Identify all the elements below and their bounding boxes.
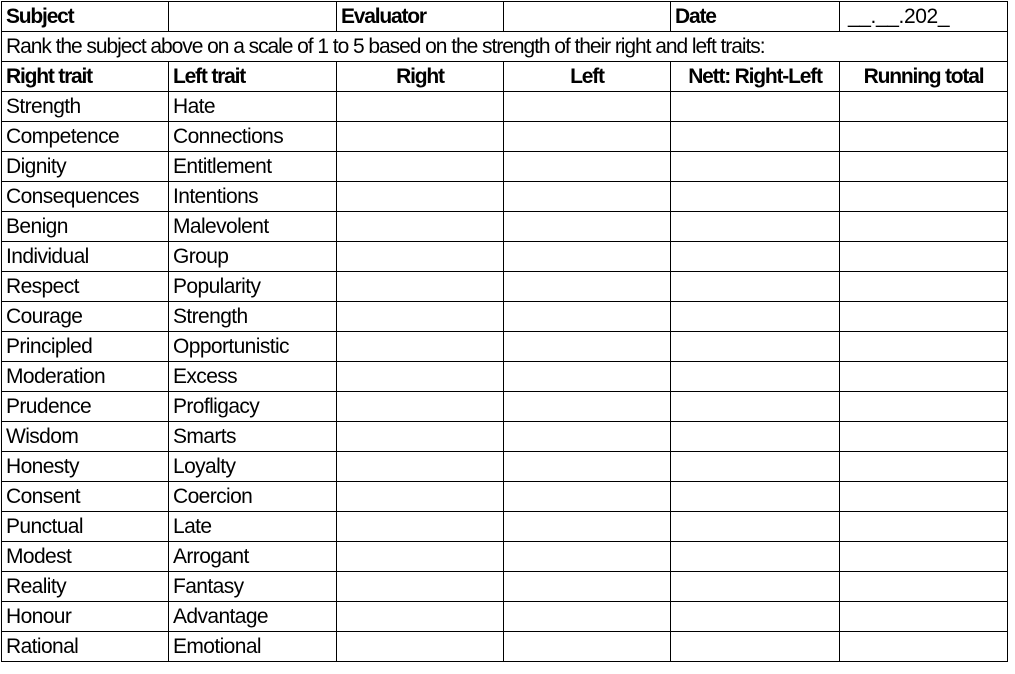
table-row: [2, 212, 1008, 242]
table-row: [2, 392, 1008, 422]
nett-score-cell[interactable]: [671, 602, 840, 632]
right-trait-cell: Dignity: [2, 152, 169, 182]
right-score-cell[interactable]: [337, 332, 504, 362]
left-score-cell[interactable]: [504, 182, 671, 212]
right-trait-cell: Individual: [2, 242, 169, 272]
right-trait-cell: Consequences: [2, 182, 169, 212]
date-field[interactable]: __.__.202_: [840, 2, 1008, 32]
left-trait-cell: Profligacy: [169, 392, 337, 422]
right-score-cell[interactable]: [337, 452, 504, 482]
table-row: [2, 92, 1008, 122]
left-trait-cell: Late: [169, 512, 337, 542]
right-score-cell[interactable]: [337, 572, 504, 602]
running-total-cell[interactable]: [840, 242, 1008, 272]
table-row: [2, 632, 1008, 662]
table-row: [2, 572, 1008, 602]
running-total-cell[interactable]: [840, 152, 1008, 182]
running-total-cell[interactable]: [840, 572, 1008, 602]
right-trait-cell: Wisdom: [2, 422, 169, 452]
nett-score-cell[interactable]: [671, 572, 840, 602]
table-row: [2, 482, 1008, 512]
running-total-cell[interactable]: [840, 122, 1008, 152]
right-trait-cell: Courage: [2, 302, 169, 332]
nett-score-cell[interactable]: [671, 272, 840, 302]
nett-score-cell[interactable]: [671, 242, 840, 272]
left-score-cell[interactable]: [504, 512, 671, 542]
running-total-cell[interactable]: [840, 332, 1008, 362]
right-score-cell[interactable]: [337, 632, 504, 662]
right-trait-cell: Rational: [2, 632, 169, 662]
running-total-cell[interactable]: [840, 92, 1008, 122]
left-score-cell[interactable]: [504, 602, 671, 632]
running-total-cell[interactable]: [840, 602, 1008, 632]
nett-score-cell[interactable]: [671, 152, 840, 182]
evaluator-field[interactable]: [504, 2, 671, 32]
column-header-left-trait: Left trait: [169, 62, 337, 92]
running-total-cell[interactable]: [840, 422, 1008, 452]
subject-field[interactable]: [169, 2, 337, 32]
right-score-cell[interactable]: [337, 212, 504, 242]
left-score-cell[interactable]: [504, 572, 671, 602]
table-row: [2, 272, 1008, 302]
table-row: [2, 122, 1008, 152]
right-score-cell[interactable]: [337, 152, 504, 182]
left-score-cell[interactable]: [504, 122, 671, 152]
left-score-cell[interactable]: [504, 422, 671, 452]
subject-label: Subject: [2, 2, 169, 32]
running-total-cell[interactable]: [840, 272, 1008, 302]
running-total-cell[interactable]: [840, 182, 1008, 212]
right-trait-cell: Strength: [2, 92, 169, 122]
header-info-row: [2, 2, 1008, 32]
column-header-nett: Nett: Right-Left: [671, 62, 840, 92]
left-trait-cell: Coercion: [169, 482, 337, 512]
right-trait-cell: Moderation: [2, 362, 169, 392]
table-row: [2, 242, 1008, 272]
right-score-cell[interactable]: [337, 602, 504, 632]
left-trait-cell: Hate: [169, 92, 337, 122]
table-row: [2, 152, 1008, 182]
left-score-cell[interactable]: [504, 542, 671, 572]
right-score-cell[interactable]: [337, 182, 504, 212]
running-total-cell[interactable]: [840, 212, 1008, 242]
running-total-cell[interactable]: [840, 482, 1008, 512]
running-total-cell[interactable]: [840, 452, 1008, 482]
left-trait-cell: Opportunistic: [169, 332, 337, 362]
right-score-cell[interactable]: [337, 542, 504, 572]
right-trait-cell: Competence: [2, 122, 169, 152]
left-trait-cell: Excess: [169, 362, 337, 392]
right-score-cell[interactable]: [337, 122, 504, 152]
running-total-cell[interactable]: [840, 302, 1008, 332]
right-trait-cell: Respect: [2, 272, 169, 302]
right-score-cell[interactable]: [337, 362, 504, 392]
right-trait-cell: Modest: [2, 542, 169, 572]
running-total-cell[interactable]: [840, 362, 1008, 392]
evaluator-label: Evaluator: [337, 2, 504, 32]
right-trait-cell: Reality: [2, 572, 169, 602]
left-score-cell[interactable]: [504, 362, 671, 392]
nett-score-cell[interactable]: [671, 122, 840, 152]
running-total-cell[interactable]: [840, 392, 1008, 422]
nett-score-cell[interactable]: [671, 542, 840, 572]
left-trait-cell: Strength: [169, 302, 337, 332]
left-score-cell[interactable]: [504, 272, 671, 302]
left-trait-cell: Fantasy: [169, 572, 337, 602]
nett-score-cell[interactable]: [671, 452, 840, 482]
table-row: [2, 362, 1008, 392]
table-row: [2, 422, 1008, 452]
right-score-cell[interactable]: [337, 272, 504, 302]
nett-score-cell[interactable]: [671, 332, 840, 362]
right-score-cell[interactable]: [337, 482, 504, 512]
left-trait-cell: Malevolent: [169, 212, 337, 242]
left-score-cell[interactable]: [504, 392, 671, 422]
nett-score-cell[interactable]: [671, 512, 840, 542]
right-trait-cell: Honesty: [2, 452, 169, 482]
instruction-row: [2, 32, 1008, 62]
right-score-cell[interactable]: [337, 242, 504, 272]
right-trait-cell: Principled: [2, 332, 169, 362]
nett-score-cell[interactable]: [671, 212, 840, 242]
left-score-cell[interactable]: [504, 632, 671, 662]
left-trait-cell: Arrogant: [169, 542, 337, 572]
table-row: [2, 302, 1008, 332]
left-trait-cell: Advantage: [169, 602, 337, 632]
left-trait-cell: Entitlement: [169, 152, 337, 182]
nett-score-cell[interactable]: [671, 392, 840, 422]
left-score-cell[interactable]: [504, 242, 671, 272]
right-trait-cell: Prudence: [2, 392, 169, 422]
right-trait-cell: Punctual: [2, 512, 169, 542]
left-trait-cell: Emotional: [169, 632, 337, 662]
nett-score-cell[interactable]: [671, 92, 840, 122]
left-score-cell[interactable]: [504, 92, 671, 122]
table-row: [2, 542, 1008, 572]
column-header-left: Left: [504, 62, 671, 92]
left-trait-cell: Loyalty: [169, 452, 337, 482]
right-score-cell[interactable]: [337, 92, 504, 122]
table-row: [2, 602, 1008, 632]
nett-score-cell[interactable]: [671, 482, 840, 512]
right-trait-cell: Consent: [2, 482, 169, 512]
nett-score-cell[interactable]: [671, 422, 840, 452]
left-trait-cell: Popularity: [169, 272, 337, 302]
nett-score-cell[interactable]: [671, 182, 840, 212]
running-total-cell[interactable]: [840, 632, 1008, 662]
instructions-text: Rank the subject above on a scale of 1 to 5 based on the strength of their right and left traits:: [2, 32, 1008, 62]
column-header-right: Right: [337, 62, 504, 92]
table-row: [2, 182, 1008, 212]
right-trait-cell: Honour: [2, 602, 169, 632]
left-score-cell[interactable]: [504, 212, 671, 242]
column-header-right-trait: Right trait: [2, 62, 169, 92]
trait-ranking-table: [1, 1, 1008, 662]
right-score-cell[interactable]: [337, 422, 504, 452]
column-header-running-total: Running total: [840, 62, 1008, 92]
left-trait-cell: Intentions: [169, 182, 337, 212]
left-score-cell[interactable]: [504, 452, 671, 482]
nett-score-cell[interactable]: [671, 302, 840, 332]
left-score-cell[interactable]: [504, 302, 671, 332]
left-score-cell[interactable]: [504, 152, 671, 182]
right-score-cell[interactable]: [337, 392, 504, 422]
right-trait-cell: Benign: [2, 212, 169, 242]
running-total-cell[interactable]: [840, 512, 1008, 542]
nett-score-cell[interactable]: [671, 362, 840, 392]
table-row: [2, 332, 1008, 362]
nett-score-cell[interactable]: [671, 632, 840, 662]
left-trait-cell: Smarts: [169, 422, 337, 452]
right-score-cell[interactable]: [337, 512, 504, 542]
left-trait-cell: Connections: [169, 122, 337, 152]
left-trait-cell: Group: [169, 242, 337, 272]
left-score-cell[interactable]: [504, 332, 671, 362]
table-row: [2, 452, 1008, 482]
right-score-cell[interactable]: [337, 302, 504, 332]
column-header-row: [2, 62, 1008, 92]
table-row: [2, 512, 1008, 542]
date-label: Date: [671, 2, 840, 32]
running-total-cell[interactable]: [840, 542, 1008, 572]
left-score-cell[interactable]: [504, 482, 671, 512]
